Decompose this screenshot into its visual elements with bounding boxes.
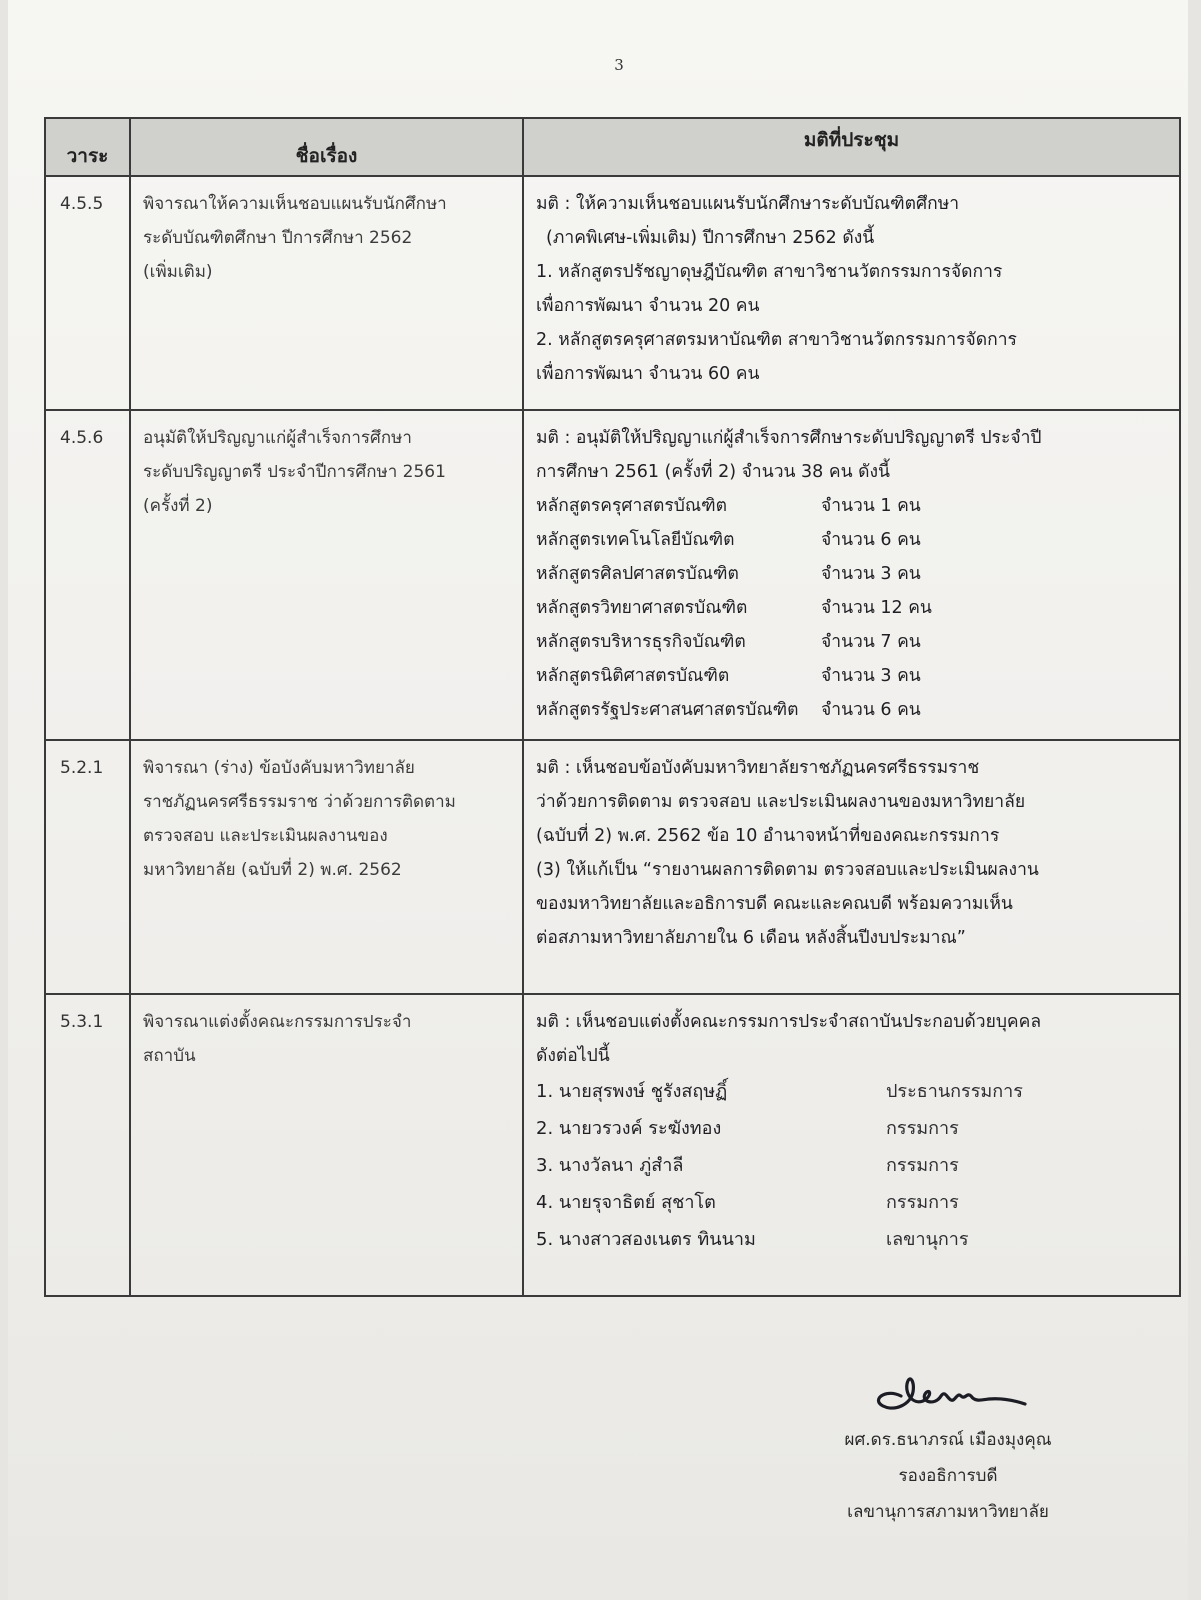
resolution-line: มติ : เห็นชอบแต่งตั้งคณะกรรมการประจำสถาบันประกอบด้วยบุคคล bbox=[536, 1012, 1042, 1032]
table-row bbox=[46, 177, 1179, 411]
subject-line: มหาวิทยาลัย (ฉบับที่ 2) พ.ศ. 2562 bbox=[143, 860, 402, 880]
program-name: หลักสูตรวิทยาศาสตรบัณฑิต bbox=[536, 598, 748, 618]
agenda-number: 5.3.1 bbox=[46, 995, 131, 1295]
header-subject: ชื่อเรื่อง bbox=[131, 119, 524, 175]
member-item bbox=[536, 1184, 1167, 1221]
agenda-number: 5.2.1 bbox=[46, 741, 131, 993]
member-name: 2. นายวรวงค์ ระฆังทอง bbox=[536, 1118, 722, 1139]
member-role: กรรมการ bbox=[886, 1118, 959, 1139]
header-resolution: มติที่ประชุม bbox=[803, 129, 900, 151]
member-item bbox=[536, 1110, 1167, 1147]
resolution-line: ว่าด้วยการติดตาม ตรวจสอบ และประเมินผลงานของมหาวิทยาลัย bbox=[536, 792, 1026, 812]
resolution-line: เพื่อการพัฒนา จำนวน 20 คน bbox=[536, 296, 760, 316]
resolution-line: มติ : อนุมัติให้ปริญญาแก่ผู้สำเร็จการศึกษาระดับปริญญาตรี ประจำปี bbox=[536, 428, 1042, 448]
subject-line: (ครั้งที่ 2) bbox=[143, 496, 213, 516]
member-role: เลขานุการ bbox=[886, 1229, 969, 1250]
signatory-name: ผศ.ดร.ธนาภรณ์ เมืองมุงคุณ bbox=[844, 1430, 1052, 1450]
program-item bbox=[536, 659, 1167, 693]
program-count: จำนวน 3 คน bbox=[821, 564, 921, 584]
subject-cell bbox=[131, 411, 524, 739]
resolution-line: (ฉบับที่ 2) พ.ศ. 2562 ข้อ 10 อำนาจหน้าที่ของคณะกรรมการ bbox=[536, 826, 1000, 846]
resolution-line: มติ : ให้ความเห็นชอบแผนรับนักศึกษาระดับบัณฑิตศึกษา bbox=[536, 194, 960, 214]
program-count: จำนวน 6 คน bbox=[821, 530, 921, 550]
resolution-line: 1. หลักสูตรปรัชญาดุษฎีบัณฑิต สาขาวิชานวัตกรรมการจัดการ bbox=[536, 262, 1003, 282]
resolution-cell bbox=[524, 741, 1179, 993]
member-role: กรรมการ bbox=[886, 1192, 959, 1213]
member-item bbox=[536, 1221, 1167, 1258]
signatory-role: เลขานุการสภามหาวิทยาลัย bbox=[847, 1502, 1049, 1522]
subject-line: พิจารณาให้ความเห็นชอบแผนรับนักศึกษา bbox=[143, 194, 447, 214]
table-row bbox=[46, 741, 1179, 995]
table-row bbox=[46, 411, 1179, 741]
resolution-line: การศึกษา 2561 (ครั้งที่ 2) จำนวน 38 คน ดังนี้ bbox=[536, 462, 890, 482]
resolution-line: ของมหาวิทยาลัยและอธิการบดี คณะและคณบดี พร้อมความเห็น bbox=[536, 894, 1013, 914]
program-name: หลักสูตรรัฐประศาสนศาสตรบัณฑิต bbox=[536, 700, 799, 720]
subject-line: สถาบัน bbox=[143, 1046, 196, 1066]
member-name: 4. นายรุจาธิตย์ สุชาโต bbox=[536, 1192, 716, 1213]
program-item bbox=[536, 489, 1167, 523]
resolution-cell bbox=[524, 995, 1179, 1295]
program-name: หลักสูตรเทคโนโลยีบัณฑิต bbox=[536, 530, 735, 550]
resolution-line: ต่อสภามหาวิทยาลัยภายใน 6 เดือน หลังสิ้นปีงบประมาณ” bbox=[536, 928, 966, 948]
program-item bbox=[536, 693, 1167, 727]
subject-line: ตรวจสอบ และประเมินผลงานของ bbox=[143, 826, 388, 846]
member-name: 5. นางสาวสองเนตร ทินนาม bbox=[536, 1229, 756, 1250]
resolution-line: มติ : เห็นชอบข้อบังคับมหาวิทยาลัยราชภัฏนครศรีธรรมราช bbox=[536, 758, 980, 778]
program-count: จำนวน 7 คน bbox=[821, 632, 921, 652]
resolution-line: (3) ให้แก้เป็น “รายงานผลการติดตาม ตรวจสอบและประเมินผลงาน bbox=[536, 860, 1039, 880]
subject-line: พิจารณา (ร่าง) ข้อบังคับมหาวิทยาลัย bbox=[143, 758, 415, 778]
program-name: หลักสูตรนิติศาสตรบัณฑิต bbox=[536, 666, 730, 686]
subject-line: พิจารณาแต่งตั้งคณะกรรมการประจำ bbox=[143, 1012, 412, 1032]
signatory-position: รองอธิการบดี bbox=[898, 1466, 998, 1486]
header-agenda: วาระ bbox=[46, 119, 131, 175]
agenda-number: 4.5.5 bbox=[46, 177, 131, 409]
program-count: จำนวน 6 คน bbox=[821, 700, 921, 720]
program-name: หลักสูตรบริหารธุรกิจบัณฑิต bbox=[536, 632, 746, 652]
table-row bbox=[46, 995, 1179, 1295]
subject-line: ระดับบัณฑิตศึกษา ปีการศึกษา 2562 bbox=[143, 228, 413, 248]
member-item bbox=[536, 1073, 1167, 1110]
document-page bbox=[8, 0, 1188, 1600]
program-name: หลักสูตรครุศาสตรบัณฑิต bbox=[536, 496, 728, 516]
handwritten-signature bbox=[863, 1366, 1033, 1418]
resolution-line: 2. หลักสูตรครุศาสตรมหาบัณฑิต สาขาวิชานวัตกรรมการจัดการ bbox=[536, 330, 1017, 350]
program-count: จำนวน 12 คน bbox=[821, 598, 932, 618]
resolution-cell bbox=[524, 177, 1179, 409]
subject-line: ราชภัฏนครศรีธรรมราช ว่าด้วยการติดตาม bbox=[143, 792, 456, 812]
subject-line: ระดับปริญญาตรี ประจำปีการศึกษา 2561 bbox=[143, 462, 446, 482]
member-name: 3. นางวัลนา ภู่สำลี bbox=[536, 1155, 684, 1176]
program-item bbox=[536, 591, 1167, 625]
program-name: หลักสูตรศิลปศาสตรบัณฑิต bbox=[536, 564, 739, 584]
program-item bbox=[536, 625, 1167, 659]
subject-line: (เพิ่มเติม) bbox=[143, 262, 213, 282]
resolution-line: ดังต่อไปนี้ bbox=[536, 1046, 610, 1066]
page-number: 3 bbox=[614, 56, 624, 74]
subject-cell bbox=[131, 741, 524, 993]
resolutions-table bbox=[44, 117, 1181, 1297]
program-count: จำนวน 3 คน bbox=[821, 666, 921, 686]
member-item bbox=[536, 1147, 1167, 1184]
resolution-cell bbox=[524, 411, 1179, 739]
member-role: ประธานกรรมการ bbox=[886, 1081, 1023, 1102]
agenda-number: 4.5.6 bbox=[46, 411, 131, 739]
resolution-line: เพื่อการพัฒนา จำนวน 60 คน bbox=[536, 364, 760, 384]
member-name: 1. นายสุรพงษ์ ชูรังสฤษฏิ์ bbox=[536, 1081, 728, 1102]
program-item bbox=[536, 523, 1167, 557]
program-count: จำนวน 1 คน bbox=[821, 496, 921, 516]
subject-cell bbox=[131, 177, 524, 409]
table-header bbox=[46, 119, 1179, 177]
subject-line: อนุมัติให้ปริญญาแก่ผู้สำเร็จการศึกษา bbox=[143, 428, 412, 448]
resolution-line: (ภาคพิเศษ-เพิ่มเติม) ปีการศึกษา 2562 ดังนี้ bbox=[546, 228, 875, 248]
subject-cell bbox=[131, 995, 524, 1295]
signature-block bbox=[788, 1366, 1108, 1530]
program-item bbox=[536, 557, 1167, 591]
member-role: กรรมการ bbox=[886, 1155, 959, 1176]
